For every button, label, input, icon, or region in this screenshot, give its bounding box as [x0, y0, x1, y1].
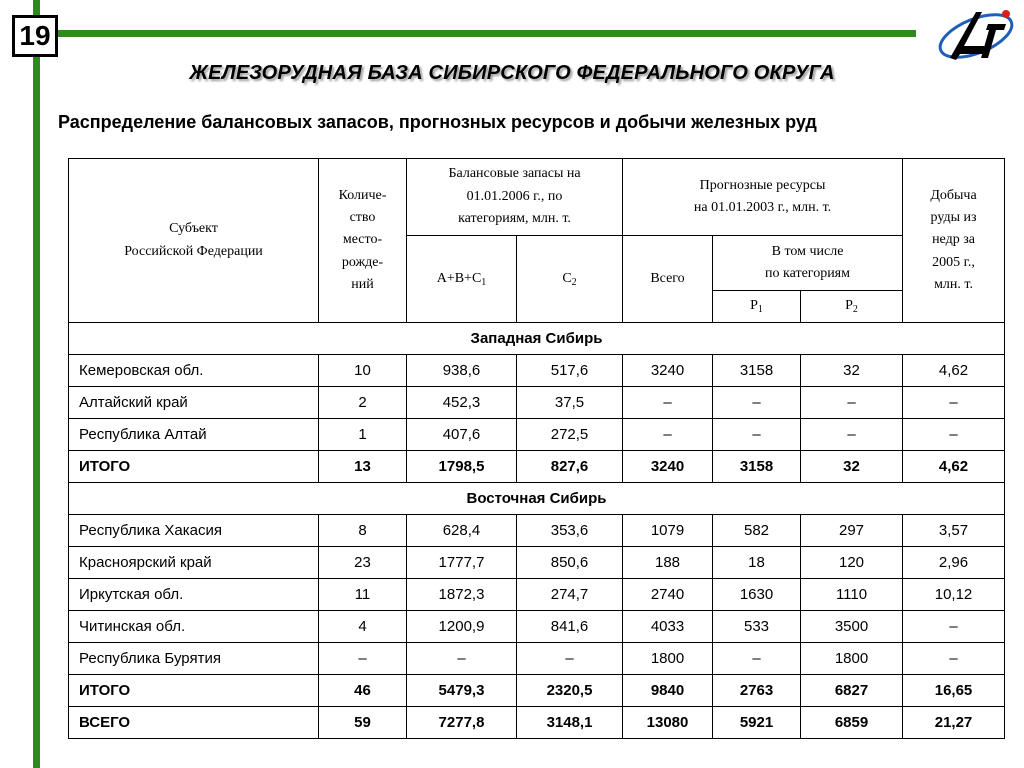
cell-value: 16,65 [903, 675, 1005, 707]
cell-value: 46 [319, 675, 407, 707]
row-name: Республика Алтай [69, 419, 319, 451]
cell-value: 2740 [623, 579, 713, 611]
cell-value: 3240 [623, 451, 713, 483]
section-header-row [69, 323, 1005, 355]
green-horizontal-rule [33, 30, 916, 37]
cell-value: 1200,9 [407, 611, 517, 643]
cell-value: 850,6 [517, 547, 623, 579]
table-row [69, 643, 1005, 675]
cell-value: – [713, 419, 801, 451]
row-name: Кемеровская обл. [69, 355, 319, 387]
cell-value: 4,62 [903, 355, 1005, 387]
cell-value: 3500 [801, 611, 903, 643]
ore-reserves-table [68, 158, 1005, 739]
cell-value: 582 [713, 515, 801, 547]
cell-value: 5921 [713, 707, 801, 739]
cell-value: 11 [319, 579, 407, 611]
slide-number: 19 [12, 15, 58, 57]
header-mining-2005: Добыча руды из недр за 2005 г., млн. т. [903, 159, 1005, 323]
page-subtitle: Распределение балансовых запасов, прогнозных ресурсов и добычи железных руд [58, 112, 817, 132]
cell-value: – [903, 643, 1005, 675]
cell-value: 2320,5 [517, 675, 623, 707]
cell-value: 533 [713, 611, 801, 643]
cell-value: 7277,8 [407, 707, 517, 739]
cell-value: 5479,3 [407, 675, 517, 707]
page-title: ЖЕЛЕЗОРУДНАЯ БАЗА СИБИРСКОГО ФЕДЕРАЛЬНОГО ОКРУГА [189, 62, 835, 84]
cell-value: 1 [319, 419, 407, 451]
cell-value: 1777,7 [407, 547, 517, 579]
table-row [69, 419, 1005, 451]
cell-value: 10,12 [903, 579, 1005, 611]
cell-value: – [801, 387, 903, 419]
cell-value: 6859 [801, 707, 903, 739]
cell-value: – [713, 643, 801, 675]
cell-value: 1800 [801, 643, 903, 675]
cell-value: 4,62 [903, 451, 1005, 483]
row-name: Читинская обл. [69, 611, 319, 643]
cell-value: 1800 [623, 643, 713, 675]
cell-value: 21,27 [903, 707, 1005, 739]
cell-value: 1872,3 [407, 579, 517, 611]
cell-value: 59 [319, 707, 407, 739]
cell-value: 1798,5 [407, 451, 517, 483]
cell-value: 120 [801, 547, 903, 579]
cell-value: 297 [801, 515, 903, 547]
cell-value: – [623, 387, 713, 419]
table-row [69, 547, 1005, 579]
row-name: Алтайский край [69, 387, 319, 419]
cell-value: 188 [623, 547, 713, 579]
ag-logo-icon [936, 2, 1020, 64]
cell-value: – [407, 643, 517, 675]
header-p2: $Р_2$ [801, 291, 903, 323]
table-body [69, 323, 1005, 739]
cell-value: 1079 [623, 515, 713, 547]
section-title: Восточная Сибирь [69, 483, 1005, 515]
cell-value: 2 [319, 387, 407, 419]
section-title: Западная Сибирь [69, 323, 1005, 355]
header-c2: $С_2$ [517, 236, 623, 323]
cell-value: 827,6 [517, 451, 623, 483]
cell-value: 9840 [623, 675, 713, 707]
header-subject: Субъект Российской Федерации [69, 159, 319, 323]
cell-value: 1110 [801, 579, 903, 611]
row-name: ИТОГО [69, 451, 319, 483]
cell-value: 4033 [623, 611, 713, 643]
cell-value: – [713, 387, 801, 419]
cell-value: 517,6 [517, 355, 623, 387]
cell-value: 1630 [713, 579, 801, 611]
cell-value: 2,96 [903, 547, 1005, 579]
row-name: ИТОГО [69, 675, 319, 707]
header-p1: $Р_1$ [713, 291, 801, 323]
cell-value: 3,57 [903, 515, 1005, 547]
cell-value: 32 [801, 355, 903, 387]
cell-value: 353,6 [517, 515, 623, 547]
header-including-categories: В том числе по категориям [713, 236, 903, 291]
cell-value: 3158 [713, 355, 801, 387]
table-row [69, 355, 1005, 387]
table-row [69, 387, 1005, 419]
cell-value: 10 [319, 355, 407, 387]
row-name: Иркутская обл. [69, 579, 319, 611]
cell-value: – [623, 419, 713, 451]
cell-value: 4 [319, 611, 407, 643]
cell-value: 272,5 [517, 419, 623, 451]
section-header-row [69, 483, 1005, 515]
cell-value: 841,6 [517, 611, 623, 643]
green-vertical-rule [33, 0, 40, 768]
cell-value: – [319, 643, 407, 675]
table-row [69, 611, 1005, 643]
cell-value: 32 [801, 451, 903, 483]
cell-value: – [903, 611, 1005, 643]
cell-value: 628,4 [407, 515, 517, 547]
cell-value: 3240 [623, 355, 713, 387]
header-forecast-resources: Прогнозные ресурсы на 01.01.2003 г., млн. т. [623, 159, 903, 236]
cell-value: – [517, 643, 623, 675]
row-name: Красноярский край [69, 547, 319, 579]
section-total-row [69, 675, 1005, 707]
cell-value: 3158 [713, 451, 801, 483]
header-deposit-count: Количе- ство место- рожде- ний [319, 159, 407, 323]
cell-value: 452,3 [407, 387, 517, 419]
cell-value: – [903, 387, 1005, 419]
cell-value: 274,7 [517, 579, 623, 611]
cell-value: 3148,1 [517, 707, 623, 739]
cell-value: 6827 [801, 675, 903, 707]
grand-total-row [69, 707, 1005, 739]
cell-value: 13 [319, 451, 407, 483]
cell-value: 18 [713, 547, 801, 579]
cell-value: 23 [319, 547, 407, 579]
cell-value: 8 [319, 515, 407, 547]
cell-value: – [801, 419, 903, 451]
cell-value: 2763 [713, 675, 801, 707]
cell-value: – [903, 419, 1005, 451]
header-abc1: $А+В+С_1$ [407, 236, 517, 323]
header-balance-reserves: Балансовые запасы на 01.01.2006 г., по категориям, млн. т. [407, 159, 623, 236]
table-row [69, 515, 1005, 547]
row-name: Республика Хакасия [69, 515, 319, 547]
section-total-row [69, 451, 1005, 483]
row-name: ВСЕГО [69, 707, 319, 739]
row-name: Республика Бурятия [69, 643, 319, 675]
cell-value: 13080 [623, 707, 713, 739]
cell-value: 407,6 [407, 419, 517, 451]
cell-value: 938,6 [407, 355, 517, 387]
cell-value: 37,5 [517, 387, 623, 419]
header-forecast-total: Всего [623, 236, 713, 323]
table-row [69, 579, 1005, 611]
